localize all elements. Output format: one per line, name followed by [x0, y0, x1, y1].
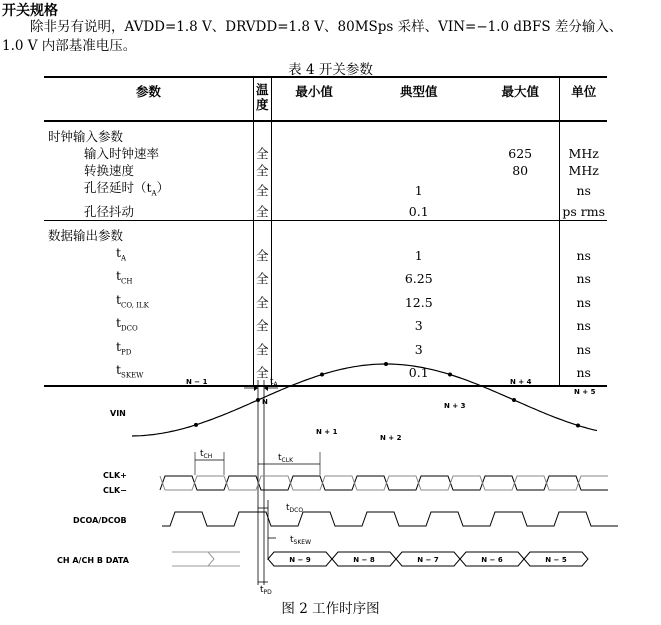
data-word-label: N − 5: [545, 556, 567, 564]
header-temp: 温度: [253, 77, 271, 121]
header-min: 最小值: [271, 77, 356, 121]
vin-label: VIN: [110, 409, 126, 418]
table-caption: 表 4 开关参数: [288, 62, 373, 78]
sample-label: N − 1: [186, 378, 208, 386]
unit-cell: MHz: [560, 145, 607, 162]
param-name: [44, 314, 253, 338]
unit-cell: ns: [560, 361, 607, 386]
dco-label: DCOA/DCOB: [73, 516, 127, 525]
intro-line-1: 除非另有说明，AVDD=1.8 V、DRVDD=1.8 V、80MSps 采样、VIN=−1.0 dBFS 差分输入、: [30, 19, 623, 35]
max-cell: [481, 291, 560, 315]
table-row: [44, 314, 607, 338]
param-name: [44, 267, 253, 291]
param-text: t: [116, 315, 122, 330]
table-row: [44, 162, 607, 179]
figure-caption: 图 2 工作时序图: [281, 601, 380, 617]
param-text: t: [116, 244, 122, 260]
temp-cell: [253, 227, 271, 244]
table-header-row: [44, 77, 607, 121]
param-subscript: CO, ILK: [121, 301, 149, 309]
tch-label: $t_{CH}$: [200, 449, 213, 460]
param-name: [44, 203, 253, 221]
param-text: t: [116, 362, 122, 377]
data-word-label: N − 6: [481, 556, 503, 564]
param-name: [44, 244, 253, 268]
min-cell: [271, 338, 356, 362]
intro-line-2: 1.0 V 内部基准电压。: [2, 38, 137, 54]
data-label: CH A/CH B DATA: [57, 556, 129, 565]
ta-label: $t_A$: [270, 377, 278, 388]
max-cell: [481, 267, 560, 291]
tskew-label: $t_{SKEW}$: [290, 535, 311, 546]
vin-waveform: [132, 364, 597, 436]
param-text: t: [116, 338, 122, 354]
temp-cell: 全: [253, 361, 271, 386]
unit-cell: ns: [560, 244, 607, 268]
param-name: [44, 179, 253, 203]
switching-spec-table: [44, 76, 607, 387]
sample-label: N + 3: [444, 402, 466, 410]
typ-cell: 0.1: [357, 203, 481, 221]
tclk-label: $t_{CLK}$: [278, 453, 293, 464]
typ-cell: 1: [414, 183, 423, 199]
min-cell: [271, 314, 356, 338]
temp-cell: 全: [253, 338, 271, 362]
unit-cell: [560, 128, 607, 145]
param-name: [44, 338, 253, 362]
param-subscript: CH: [121, 277, 133, 286]
param-name: [44, 145, 253, 162]
table-row: [44, 145, 607, 162]
temp-cell: 全: [253, 267, 271, 291]
intro-text: [2, 18, 652, 56]
temp-cell: 全: [253, 291, 271, 315]
sample-point: [384, 362, 388, 366]
param-subscript: SKEW: [121, 371, 144, 380]
header-unit: 单位: [560, 77, 607, 121]
param-text: t: [116, 291, 122, 307]
typ-cell: 3: [414, 318, 423, 334]
header-max: 最大值: [481, 77, 560, 121]
sample-label: N + 2: [380, 434, 402, 442]
temp-cell: 全: [253, 162, 271, 179]
clk-minus-label: CLK−: [103, 486, 127, 495]
group-title: 数据输出参数: [48, 227, 124, 243]
typ-cell: 0.1: [357, 361, 481, 386]
min-cell: [271, 244, 356, 268]
max-cell: [481, 128, 560, 145]
sample-point: [512, 398, 516, 402]
clk-plus-wave: [160, 476, 608, 490]
table-row: [44, 291, 607, 315]
temp-cell: 全: [253, 314, 271, 338]
param-subscript: PD: [121, 348, 132, 356]
unit-cell: ps rms: [560, 203, 607, 221]
min-cell: [271, 145, 356, 162]
param-text: 转换速度: [84, 163, 135, 178]
sample-label: N: [262, 398, 268, 406]
sample-point: [320, 373, 324, 377]
data-word-label: N − 7: [417, 556, 439, 564]
param-name: [44, 291, 253, 315]
param-name: [44, 162, 253, 179]
temp-cell: 全: [253, 145, 271, 162]
ta-arrowheads: [254, 385, 268, 391]
clk-plus-label: CLK+: [103, 471, 127, 480]
max-cell: 625: [508, 146, 533, 161]
param-text: 输入时钟速率: [84, 146, 160, 161]
max-cell: [481, 244, 560, 268]
typ-cell: 3: [414, 341, 423, 357]
table-row: [44, 203, 607, 221]
sample-point: [576, 423, 580, 427]
temp-cell: 全: [253, 244, 271, 268]
temp-cell: 全: [253, 179, 271, 203]
typ-cell: [357, 145, 481, 162]
temp-cell: 全: [253, 203, 271, 221]
section-title: 开关规格: [2, 3, 58, 19]
typ-cell: [357, 227, 481, 244]
min-cell: [271, 203, 356, 221]
data-word-label: N − 8: [353, 556, 375, 564]
sample-label: N + 4: [510, 378, 532, 386]
param-subscript: DCO: [121, 324, 138, 333]
max-cell: [481, 179, 560, 203]
data-word-label: N − 9: [289, 556, 311, 564]
unit-cell: ns: [560, 179, 607, 203]
dco-wave: [162, 512, 618, 526]
max-cell: [481, 203, 560, 221]
table-group-title-row: [44, 227, 607, 244]
table-row: [44, 338, 607, 362]
unit-cell: ns: [560, 291, 607, 315]
typ-cell: 12.5: [404, 294, 433, 310]
sample-label: N + 1: [316, 428, 338, 436]
tdco-label: $t_{DCO}$: [286, 503, 304, 514]
min-cell: [271, 227, 356, 244]
min-cell: [271, 162, 356, 179]
typ-cell: [357, 128, 481, 145]
param-text: 孔径延时（t: [84, 180, 152, 195]
timing-diagram: [0, 360, 661, 600]
tpd-label: $t_{PD}$: [260, 585, 272, 596]
unit-cell: MHz: [560, 162, 607, 179]
max-cell: [481, 338, 560, 362]
param-tail: ）: [156, 180, 170, 195]
header-param: 参数: [44, 77, 253, 121]
param-text: t: [116, 268, 122, 283]
table-row: [44, 179, 607, 203]
max-cell: [481, 314, 560, 338]
unit-cell: ns: [560, 267, 607, 291]
data-bus-gap: [208, 552, 240, 566]
table-row: [44, 244, 607, 268]
param-subscript: A: [121, 254, 127, 262]
sample-point: [448, 373, 452, 377]
max-cell: 80: [512, 163, 529, 178]
typ-cell: 6.25: [404, 271, 433, 287]
min-cell: [271, 128, 356, 145]
min-cell: [271, 267, 356, 291]
sample-point: [194, 423, 198, 427]
param-subscript: A: [151, 189, 157, 198]
typ-cell: 1: [414, 247, 423, 263]
clk-minus-wave: [160, 476, 608, 490]
param-text: 孔径抖动: [84, 203, 135, 219]
min-cell: [271, 179, 356, 203]
unit-cell: ns: [560, 314, 607, 338]
unit-cell: [560, 227, 607, 244]
typ-cell: [357, 162, 481, 179]
unit-cell: ns: [560, 338, 607, 362]
header-typ: 典型值: [357, 77, 481, 121]
table-row: [44, 267, 607, 291]
max-cell: [481, 227, 560, 244]
data-bus-prev: [172, 552, 214, 566]
min-cell: [271, 291, 356, 315]
sample-label: N + 5: [574, 388, 596, 396]
group-title: 时钟输入参数: [48, 129, 124, 144]
table-group-title-row: [44, 128, 607, 145]
temp-cell: [253, 128, 271, 145]
